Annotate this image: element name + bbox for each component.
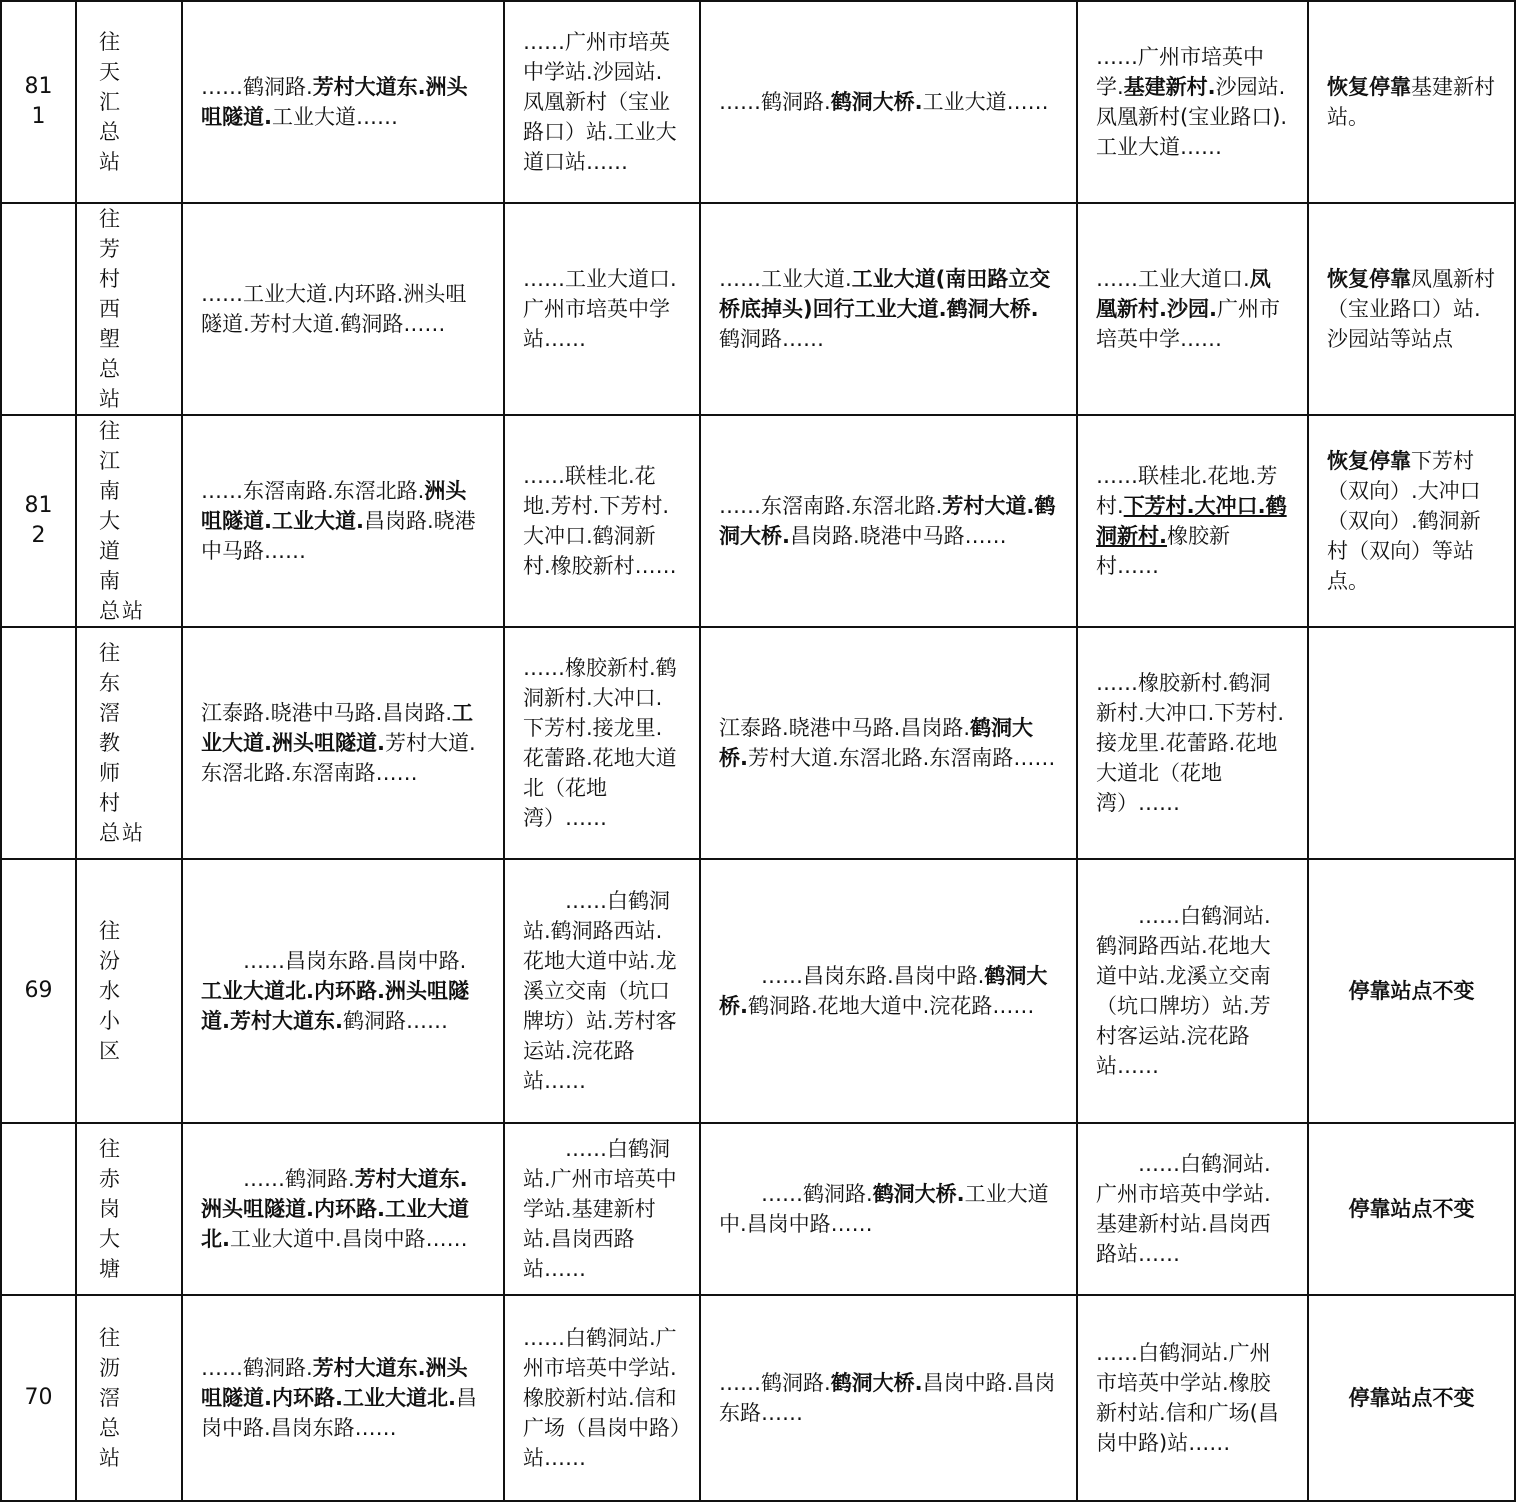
stop-note xyxy=(1308,1,1515,203)
original-stops-text xyxy=(505,653,699,833)
direction xyxy=(76,1,182,203)
table-row xyxy=(1,203,1515,415)
stop-note-segment: 恢复停靠 xyxy=(1327,75,1411,99)
new-route-text xyxy=(701,961,1076,1021)
new-stops xyxy=(1077,203,1308,415)
original-stops xyxy=(504,1123,700,1295)
original-route-segment: ……鹤洞路. xyxy=(201,1167,355,1191)
direction-line: 汇 总 xyxy=(99,90,145,144)
direction-line: 南 大 xyxy=(99,479,145,533)
direction-line: 站 xyxy=(99,150,122,174)
original-route-segment: 鹤洞路…… xyxy=(342,1009,448,1033)
route-number: 69 xyxy=(1,859,76,1123)
direction xyxy=(76,1123,182,1295)
original-route-segment: 芳村大道东.洲头咀隧道.内环路.工业大道北. xyxy=(201,1167,469,1251)
new-route-text xyxy=(701,1368,1076,1428)
new-route-segment: 昌岗中路.昌岗东路…… xyxy=(719,1371,1056,1425)
new-route-segment: 工业大道中.昌岗中路…… xyxy=(719,1182,1049,1236)
new-stops-text xyxy=(1078,42,1307,162)
new-route-segment: ……鹤洞路. xyxy=(719,1182,873,1206)
table-row xyxy=(1,627,1515,859)
new-route-text xyxy=(701,491,1076,551)
new-route-segment: ……鹤洞路. xyxy=(719,1371,831,1395)
new-stops-segment: 橡胶新村…… xyxy=(1096,524,1230,578)
stop-note xyxy=(1308,415,1515,627)
new-route xyxy=(700,859,1077,1123)
direction-line: 师 村 xyxy=(99,761,145,815)
stop-note-text xyxy=(1309,1194,1514,1224)
route-number: 81 2 xyxy=(1,415,76,627)
direction-line: 滘 教 xyxy=(99,701,145,755)
original-stops-text xyxy=(505,461,699,581)
new-route-segment: 鹤洞路.花地大道中.浣花路…… xyxy=(747,994,1035,1018)
stop-note-text xyxy=(1309,446,1514,596)
original-route xyxy=(182,415,504,627)
new-stops-segment: 沙园站.凤凰新村(宝业路口).工业大道…… xyxy=(1096,75,1288,159)
stop-note-text xyxy=(1309,264,1514,354)
direction-line: 往 赤 xyxy=(99,1137,145,1191)
direction-line: 往 沥 xyxy=(99,1326,145,1380)
direction-line: 滘 总 xyxy=(99,1386,145,1440)
stop-note xyxy=(1308,627,1515,859)
new-route-segment: ……昌岗东路.昌岗中路. xyxy=(719,964,985,988)
original-route-text xyxy=(183,1164,503,1254)
new-route-segment: 鹤洞大桥. xyxy=(719,716,1034,770)
original-route-segment: 江泰路.晓港中马路.昌岗路. xyxy=(201,701,453,725)
table-row xyxy=(1,1295,1515,1501)
original-route-segment: 工业大道…… xyxy=(271,105,398,129)
direction-line: 往 东 xyxy=(99,641,145,695)
original-route-segment: ……鹤洞路. xyxy=(201,1356,313,1380)
stop-note-segment: 停靠站点不变 xyxy=(1348,1197,1475,1221)
original-stops-text xyxy=(505,1134,699,1284)
stop-note xyxy=(1308,1123,1515,1295)
direction-line: 岗 大 xyxy=(99,1197,145,1251)
stop-note-segment: 停靠站点不变 xyxy=(1348,979,1475,1003)
stop-note-segment: 恢复停靠 xyxy=(1327,449,1411,473)
direction xyxy=(76,859,182,1123)
original-route-segment: ……鹤洞路. xyxy=(201,75,313,99)
stop-note-segment: 下芳村（双向）.大冲口（双向）.鹤洞新村（双向）等站点。 xyxy=(1327,449,1481,593)
original-stops-segment: ……工业大道口.广州市培英中学站…… xyxy=(523,267,677,351)
stop-note-segment: 停靠站点不变 xyxy=(1348,1386,1475,1410)
new-route xyxy=(700,1295,1077,1501)
new-route xyxy=(700,203,1077,415)
original-route-segment: ……东滘南路.东滘北路. xyxy=(201,479,425,503)
original-route-segment: ……昌岗东路.昌岗中路. xyxy=(201,949,467,973)
original-route-text xyxy=(183,476,503,566)
original-route xyxy=(182,859,504,1123)
direction-line: 村 西 xyxy=(99,267,145,321)
original-stops xyxy=(504,203,700,415)
original-route-text xyxy=(183,946,503,1036)
new-stops-segment: ……白鹤洞站.鹤洞路西站.花地大道中站.龙溪立交南（坑口牌坊）站.芳村客运站.浣花路站…… xyxy=(1096,904,1271,1078)
direction-line: 站 xyxy=(99,387,122,411)
original-route-segment: 芳村大道.东滘北路.东滘南路…… xyxy=(201,731,476,785)
original-route-segment: 昌岗中路.昌岗东路…… xyxy=(201,1386,477,1440)
new-stops xyxy=(1077,1,1308,203)
original-route xyxy=(182,1123,504,1295)
direction xyxy=(76,627,182,859)
stop-note-segment: 凤凰新村（宝业路口）站.沙园站等站点 xyxy=(1327,267,1495,351)
direction-line: 站 xyxy=(99,1446,122,1470)
new-stops-segment: ……白鹤洞站.广州市培英中学站.基建新村站.昌岗西路站…… xyxy=(1096,1152,1271,1266)
new-route-text xyxy=(701,87,1076,117)
new-route-text xyxy=(701,264,1076,354)
original-route-segment: 工业大道中.昌岗中路…… xyxy=(229,1227,468,1251)
original-route xyxy=(182,1,504,203)
original-stops-segment: ……白鹤洞站.广州市培英中学站.基建新村站.昌岗西路站…… xyxy=(523,1137,677,1281)
original-stops-segment: ……白鹤洞站.鹤洞路西站.花地大道中站.龙溪立交南（坑口牌坊）站.芳村客运站.浣花路站…… xyxy=(523,889,677,1093)
new-stops-segment: ……橡胶新村.鹤洞新村.大冲口.下芳村.接龙里.花蕾路.花地大道北（花地湾）…… xyxy=(1096,671,1285,815)
new-route-segment: 昌岗路.晓港中马路…… xyxy=(789,524,1007,548)
original-route xyxy=(182,203,504,415)
new-stops xyxy=(1077,1295,1308,1501)
new-route-segment: 工业大道(南田路立交桥底掉头)回行工业大道.鹤洞大桥. xyxy=(719,267,1051,321)
new-stops-segment: 基建新村. xyxy=(1123,75,1216,99)
direction-line: 往 芳 xyxy=(99,207,145,261)
new-route-segment: 江泰路.晓港中马路.昌岗路. xyxy=(719,716,971,740)
direction xyxy=(76,415,182,627)
stop-note-segment: 基建新村站。 xyxy=(1327,75,1495,129)
new-stops-segment: ……工业大道口. xyxy=(1096,267,1250,291)
new-route-segment: 鹤洞大桥. xyxy=(872,1182,965,1206)
new-route-text xyxy=(701,713,1076,773)
direction-line: 往 汾 xyxy=(99,919,145,973)
direction-line: 道 南 xyxy=(99,539,145,593)
new-stops-segment: 下芳村.大冲口.鹤洞新村. xyxy=(1096,494,1287,548)
new-stops-text xyxy=(1078,901,1307,1081)
route-number xyxy=(1,1123,76,1295)
new-route-segment: 鹤洞大桥. xyxy=(830,1371,923,1395)
direction-line: 塱 总 xyxy=(99,327,145,381)
new-route xyxy=(700,1,1077,203)
new-route-segment: 芳村大道.东滘北路.东滘南路…… xyxy=(747,746,1056,770)
new-stops-text xyxy=(1078,1338,1307,1458)
original-route xyxy=(182,627,504,859)
stop-note-text xyxy=(1309,1383,1514,1413)
new-stops-text xyxy=(1078,1149,1307,1269)
original-stops xyxy=(504,415,700,627)
stop-note-text xyxy=(1309,72,1514,132)
new-stops-segment: 凤凰新村.沙园. xyxy=(1096,267,1271,321)
original-route xyxy=(182,1295,504,1501)
direction xyxy=(76,203,182,415)
new-stops-segment: 广州市培英中学…… xyxy=(1096,297,1280,351)
original-stops-segment: ……广州市培英中学站.沙园站.凤凰新村（宝业路口）站.工业大道口站…… xyxy=(523,30,677,174)
direction-text xyxy=(93,1134,165,1284)
route-number xyxy=(1,627,76,859)
new-stops xyxy=(1077,859,1308,1123)
original-route-text xyxy=(183,72,503,132)
route-number xyxy=(1,203,76,415)
new-stops-segment: ……白鹤洞站.广州市培英中学站.橡胶新村站.信和广场(昌岗中路)站…… xyxy=(1096,1341,1279,1455)
new-stops xyxy=(1077,627,1308,859)
original-route-segment: 工业大道.洲头咀隧道. xyxy=(201,701,474,755)
table-row xyxy=(1,415,1515,627)
original-route-text xyxy=(183,279,503,339)
direction-line: 往 天 xyxy=(99,30,145,84)
table-row xyxy=(1,1,1515,203)
new-stops-segment: ……联桂北.花地.芳村. xyxy=(1096,464,1278,518)
new-route-segment: ……鹤洞路. xyxy=(719,90,831,114)
original-route-segment: 芳村大道东.洲头咀隧道.内环路.工业大道北. xyxy=(201,1356,468,1410)
direction-text xyxy=(93,916,165,1066)
original-stops xyxy=(504,859,700,1123)
new-stops xyxy=(1077,415,1308,627)
new-route xyxy=(700,1123,1077,1295)
direction-text xyxy=(93,416,165,626)
stop-note xyxy=(1308,203,1515,415)
original-stops-segment: ……联桂北.花地.芳村.下芳村.大冲口.鹤洞新村.橡胶新村…… xyxy=(523,464,677,578)
new-route-segment: 鹤洞大桥. xyxy=(719,964,1048,1018)
original-route-segment: 芳村大道东.洲头咀隧道. xyxy=(201,75,468,129)
new-route-segment: 鹤洞大桥. xyxy=(830,90,923,114)
new-route-text xyxy=(701,1179,1076,1239)
direction-text xyxy=(93,204,165,414)
direction-line: 水 小 xyxy=(99,979,145,1033)
new-route-segment: ……东滘南路.东滘北路. xyxy=(719,494,943,518)
direction-text xyxy=(93,1323,165,1473)
original-stops xyxy=(504,627,700,859)
direction xyxy=(76,1295,182,1501)
original-stops-text xyxy=(505,264,699,354)
stop-note xyxy=(1308,1295,1515,1501)
route-number: 81 1 xyxy=(1,1,76,203)
table-row xyxy=(1,859,1515,1123)
original-route-text xyxy=(183,698,503,788)
route-number: 70 xyxy=(1,1295,76,1501)
stop-note xyxy=(1308,859,1515,1123)
new-stops xyxy=(1077,1123,1308,1295)
original-route-segment: 工业大道北.内环路.洲头咀隧道.芳村大道东. xyxy=(201,979,469,1033)
original-stops-text xyxy=(505,27,699,177)
original-stops xyxy=(504,1295,700,1501)
stop-note-segment: 恢复停靠 xyxy=(1327,267,1411,291)
new-stops-text xyxy=(1078,461,1307,581)
direction-text xyxy=(93,638,165,848)
original-route-text xyxy=(183,1353,503,1443)
stop-note-text xyxy=(1309,976,1514,1006)
original-stops xyxy=(504,1,700,203)
original-stops-text xyxy=(505,886,699,1096)
new-route-segment: 工业大道…… xyxy=(922,90,1049,114)
original-stops-text xyxy=(505,1323,699,1473)
table-body xyxy=(1,1,1515,1501)
original-route-segment: 昌岗路.晓港中马路…… xyxy=(201,509,476,563)
new-stops-text xyxy=(1078,668,1307,818)
direction-line: 总站 xyxy=(99,821,145,845)
direction-text xyxy=(93,27,165,177)
new-stops-text xyxy=(1078,264,1307,354)
table-row xyxy=(1,1123,1515,1295)
new-route xyxy=(700,627,1077,859)
original-stops-segment: ……白鹤洞站.广州市培英中学站.橡胶新村站.信和广场（昌岗中路）站…… xyxy=(523,1326,681,1470)
new-route-segment: 鹤洞路…… xyxy=(719,327,824,351)
new-route-segment: 芳村大道.鹤洞大桥. xyxy=(719,494,1056,548)
original-route-segment: 洲头咀隧道.工业大道. xyxy=(201,479,467,533)
new-route-segment: ……工业大道. xyxy=(719,267,852,291)
direction-line: 往 江 xyxy=(99,419,145,473)
direction-line: 塘 xyxy=(99,1257,122,1281)
original-stops-segment: ……橡胶新村.鹤洞新村.大冲口.下芳村.接龙里.花蕾路.花地大道北（花地湾）…… xyxy=(523,656,677,830)
direction-line: 总站 xyxy=(99,599,145,623)
original-route-segment: ……工业大道.内环路.洲头咀隧道.芳村大道.鹤洞路…… xyxy=(201,282,467,336)
new-stops-segment: ……广州市培英中学. xyxy=(1096,45,1264,99)
direction-line: 区 xyxy=(99,1039,122,1063)
new-route xyxy=(700,415,1077,627)
